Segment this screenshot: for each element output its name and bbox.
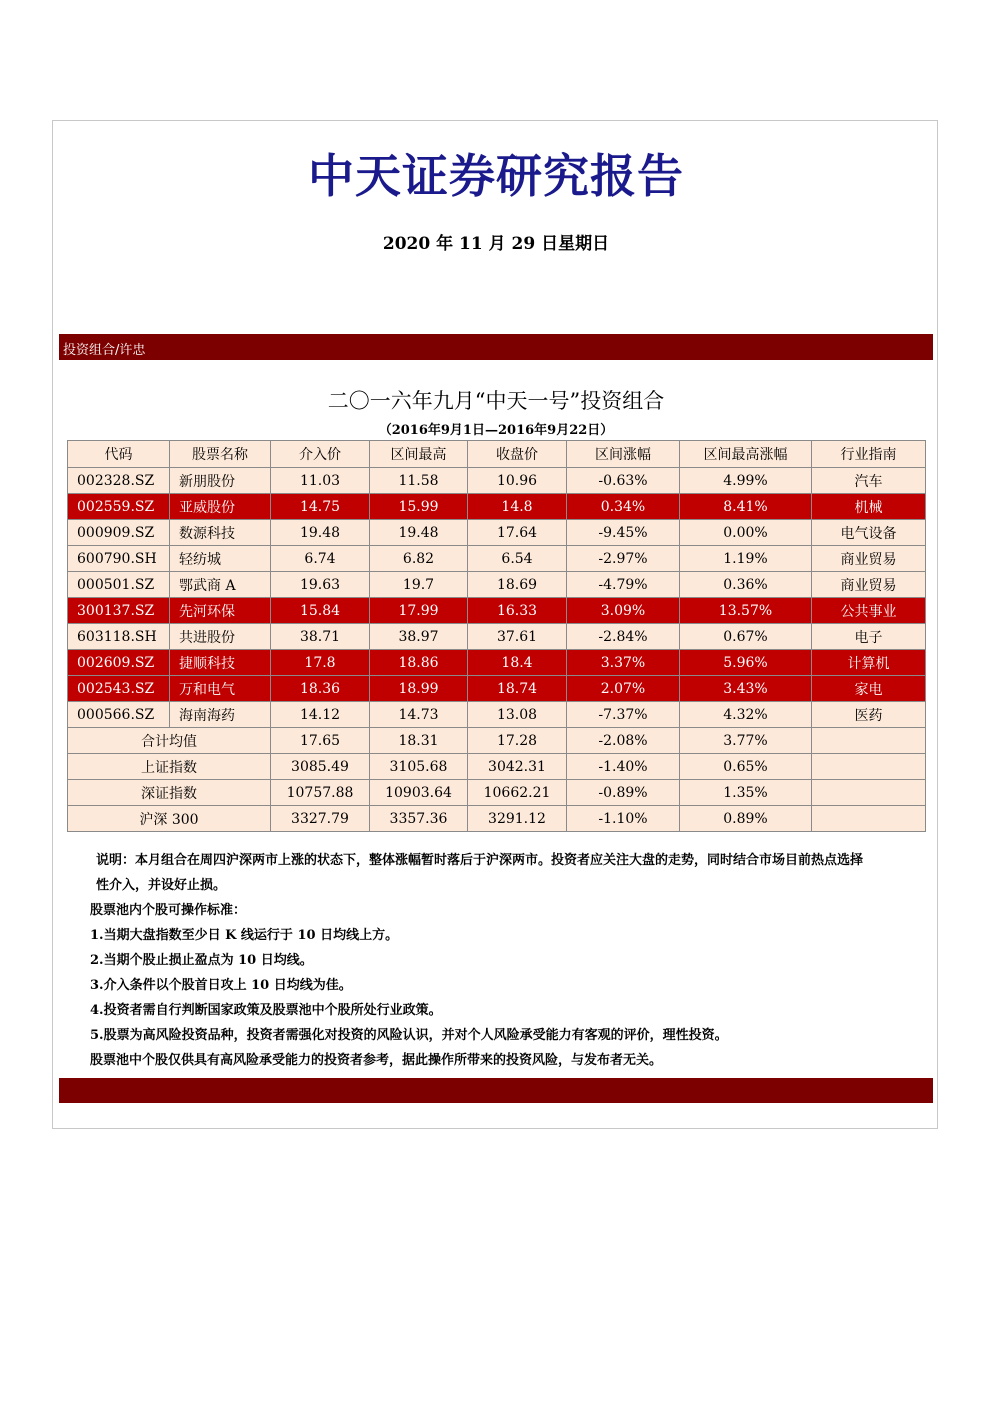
stock-name: 共进股份 <box>170 624 271 650</box>
range-change: -2.84% <box>567 624 680 650</box>
stock-name: 亚威股份 <box>170 494 271 520</box>
column-header: 行业指南 <box>812 441 926 468</box>
range-high: 19.48 <box>370 520 468 546</box>
stock-name: 先河环保 <box>170 598 271 624</box>
summary-label: 沪深 300 <box>68 806 271 832</box>
portfolio-period: （2016年9月1日—2016年9月22日） <box>378 423 614 438</box>
range-change: -2.08% <box>567 728 680 754</box>
table-row <box>68 624 926 650</box>
industry: 电气设备 <box>812 520 926 546</box>
range-max-change: 4.32% <box>680 702 812 728</box>
range-max-change: 0.89% <box>680 806 812 832</box>
note-line: 股票池内个股可操作标准： <box>90 903 247 918</box>
close-price: 18.74 <box>468 676 567 702</box>
close-price: 17.28 <box>468 728 567 754</box>
close-price: 3042.31 <box>468 754 567 780</box>
industry: 医药 <box>812 702 926 728</box>
table-row <box>68 468 926 494</box>
table-row <box>68 650 926 676</box>
section-label: 投资组合/许忠 <box>63 343 146 358</box>
stock-code: 000566.SZ <box>68 702 170 728</box>
column-header: 股票名称 <box>170 441 271 468</box>
close-price: 37.61 <box>468 624 567 650</box>
range-max-change: 0.65% <box>680 754 812 780</box>
range-high: 14.73 <box>370 702 468 728</box>
table-row <box>68 676 926 702</box>
table-row <box>68 572 926 598</box>
range-high: 10903.64 <box>370 780 468 806</box>
close-price: 18.4 <box>468 650 567 676</box>
notes-section <box>90 848 930 1073</box>
table-row <box>68 494 926 520</box>
range-change: 0.34% <box>567 494 680 520</box>
note-line: 1.当期大盘指数至少日 K 线运行于 10 日均线上方。 <box>90 928 399 943</box>
industry: 商业贸易 <box>812 572 926 598</box>
entry-price: 18.36 <box>271 676 370 702</box>
close-price: 16.33 <box>468 598 567 624</box>
entry-price: 6.74 <box>271 546 370 572</box>
entry-price: 3327.79 <box>271 806 370 832</box>
range-change: -2.97% <box>567 546 680 572</box>
table-row <box>68 546 926 572</box>
report-title: 中天证券研究报告 <box>308 149 684 203</box>
close-price: 3291.12 <box>468 806 567 832</box>
range-change: -4.79% <box>567 572 680 598</box>
stock-name: 捷顺科技 <box>170 650 271 676</box>
entry-price: 38.71 <box>271 624 370 650</box>
table-row <box>68 702 926 728</box>
summary-label: 合计均值 <box>68 728 271 754</box>
close-price: 18.69 <box>468 572 567 598</box>
stock-code: 300137.SZ <box>68 598 170 624</box>
range-change: 3.09% <box>567 598 680 624</box>
range-high: 17.99 <box>370 598 468 624</box>
column-header: 介入价 <box>271 441 370 468</box>
column-header: 收盘价 <box>468 441 567 468</box>
industry: 计算机 <box>812 650 926 676</box>
industry: 公共事业 <box>812 598 926 624</box>
portfolio-title: 二〇一六年九月“中天一号”投资组合 <box>327 389 665 413</box>
entry-price: 19.63 <box>271 572 370 598</box>
industry: 电子 <box>812 624 926 650</box>
stock-code: 002559.SZ <box>68 494 170 520</box>
note-line: 说明：本月组合在周四沪深两市上涨的状态下，整体涨幅暂时落后于沪深两市。投资者应关注大盘的走势，同时结合市场目前热点选择 <box>96 853 864 868</box>
range-high: 18.86 <box>370 650 468 676</box>
empty-cell <box>812 754 926 780</box>
range-max-change: 0.67% <box>680 624 812 650</box>
close-price: 14.8 <box>468 494 567 520</box>
range-max-change: 3.43% <box>680 676 812 702</box>
range-max-change: 5.96% <box>680 650 812 676</box>
range-high: 3357.36 <box>370 806 468 832</box>
close-price: 10.96 <box>468 468 567 494</box>
entry-price: 3085.49 <box>271 754 370 780</box>
industry: 机械 <box>812 494 926 520</box>
stock-code: 000909.SZ <box>68 520 170 546</box>
range-high: 19.7 <box>370 572 468 598</box>
entry-price: 10757.88 <box>271 780 370 806</box>
range-change: -9.45% <box>567 520 680 546</box>
industry: 家电 <box>812 676 926 702</box>
summary-row <box>68 780 926 806</box>
entry-price: 11.03 <box>271 468 370 494</box>
stock-code: 600790.SH <box>68 546 170 572</box>
range-high: 15.99 <box>370 494 468 520</box>
stock-name: 轻纺城 <box>170 546 271 572</box>
range-max-change: 3.77% <box>680 728 812 754</box>
close-price: 10662.21 <box>468 780 567 806</box>
range-change: -1.40% <box>567 754 680 780</box>
column-header: 区间最高涨幅 <box>680 441 812 468</box>
entry-price: 17.65 <box>271 728 370 754</box>
summary-row <box>68 728 926 754</box>
entry-price: 14.12 <box>271 702 370 728</box>
close-price: 6.54 <box>468 546 567 572</box>
summary-row <box>68 754 926 780</box>
section-header-bar <box>59 334 933 360</box>
stock-code: 002543.SZ <box>68 676 170 702</box>
range-max-change: 1.19% <box>680 546 812 572</box>
range-high: 18.31 <box>370 728 468 754</box>
range-max-change: 4.99% <box>680 468 812 494</box>
table-row <box>68 520 926 546</box>
range-change: -7.37% <box>567 702 680 728</box>
stock-code: 603118.SH <box>68 624 170 650</box>
range-high: 6.82 <box>370 546 468 572</box>
range-max-change: 0.00% <box>680 520 812 546</box>
range-max-change: 0.36% <box>680 572 812 598</box>
stock-name: 数源科技 <box>170 520 271 546</box>
range-change: -1.10% <box>567 806 680 832</box>
note-line: 5.股票为高风险投资品种，投资者需强化对投资的风险认识，并对个人风险承受能力有客观的评价，理性投资。 <box>90 1028 728 1043</box>
table-row <box>68 598 926 624</box>
empty-cell <box>812 728 926 754</box>
entry-price: 19.48 <box>271 520 370 546</box>
note-line: 股票池中个股仅供具有高风险承受能力的投资者参考，据此操作所带来的投资风险，与发布者无关。 <box>90 1053 663 1068</box>
report-date: 2020 年 11 月 29 日星期日 <box>382 234 610 254</box>
range-high: 11.58 <box>370 468 468 494</box>
entry-price: 14.75 <box>271 494 370 520</box>
industry: 商业贸易 <box>812 546 926 572</box>
empty-cell <box>812 806 926 832</box>
range-high: 3105.68 <box>370 754 468 780</box>
range-change: -0.63% <box>567 468 680 494</box>
summary-label: 上证指数 <box>68 754 271 780</box>
stock-code: 000501.SZ <box>68 572 170 598</box>
summary-label: 深证指数 <box>68 780 271 806</box>
entry-price: 17.8 <box>271 650 370 676</box>
close-price: 13.08 <box>468 702 567 728</box>
stock-code: 002609.SZ <box>68 650 170 676</box>
range-change: -0.89% <box>567 780 680 806</box>
range-max-change: 13.57% <box>680 598 812 624</box>
range-high: 18.99 <box>370 676 468 702</box>
note-line: 2.当期个股止损止盈点为 10 日均线。 <box>90 953 313 968</box>
stock-name: 新朋股份 <box>170 468 271 494</box>
stock-name: 海南海药 <box>170 702 271 728</box>
column-header: 区间最高 <box>370 441 468 468</box>
table-header-row <box>68 441 926 468</box>
range-change: 3.37% <box>567 650 680 676</box>
summary-row <box>68 806 926 832</box>
range-max-change: 8.41% <box>680 494 812 520</box>
range-high: 38.97 <box>370 624 468 650</box>
note-line: 3.介入条件以个股首日攻上 10 日均线为佳。 <box>90 978 352 993</box>
note-line: 4.投资者需自行判断国家政策及股票池中个股所处行业政策。 <box>90 1003 442 1018</box>
range-max-change: 1.35% <box>680 780 812 806</box>
empty-cell <box>812 780 926 806</box>
industry: 汽车 <box>812 468 926 494</box>
stock-code: 002328.SZ <box>68 468 170 494</box>
stock-name: 万和电气 <box>170 676 271 702</box>
close-price: 17.64 <box>468 520 567 546</box>
stock-name: 鄂武商 A <box>170 572 271 598</box>
range-change: 2.07% <box>567 676 680 702</box>
portfolio-table <box>67 440 926 832</box>
note-line: 性介入，并设好止损。 <box>96 878 227 893</box>
entry-price: 15.84 <box>271 598 370 624</box>
column-header: 区间涨幅 <box>567 441 680 468</box>
footer-bar <box>59 1078 933 1103</box>
column-header: 代码 <box>68 441 170 468</box>
